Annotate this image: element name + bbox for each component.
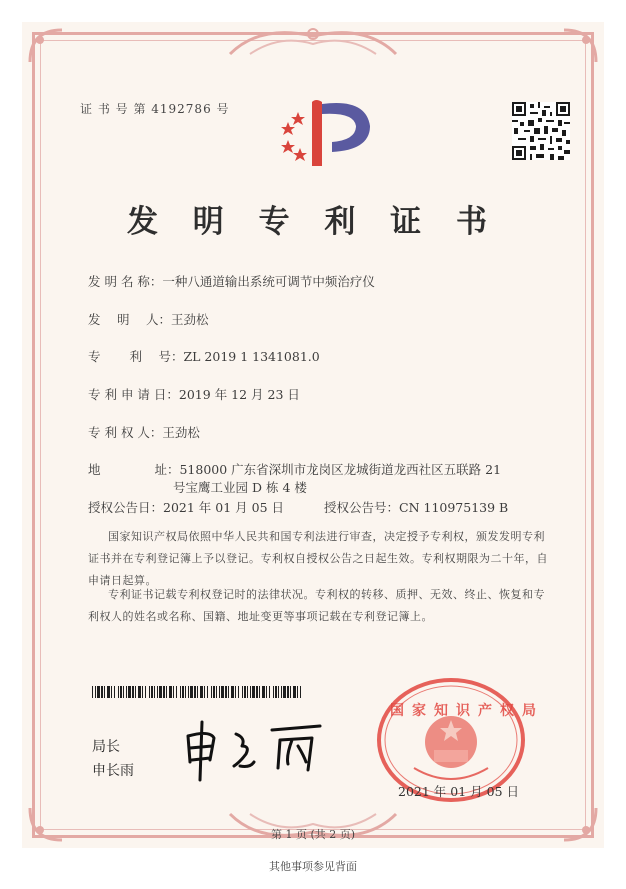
legal-paragraph-2-line-1: 专利证书记载专利权登记时的法律状况。专利权的转移、质押、无效、终止、恢复和专 bbox=[108, 588, 545, 601]
field-label: 发 明 名 称： bbox=[88, 274, 163, 289]
field-grant-date bbox=[88, 498, 284, 516]
seal-text: 国家知识产权局 bbox=[390, 703, 544, 719]
field-value: 518000 广东省深圳市龙岗区龙城街道龙西社区五联路 21 bbox=[179, 462, 502, 477]
field-address-line2: 号宝鹰工业园 D 栋 4 楼 bbox=[173, 480, 307, 495]
field-patent-number bbox=[88, 347, 320, 365]
certificate-number: 证 书 号 第 4192786 号 bbox=[80, 102, 230, 116]
patent-office-logo bbox=[276, 96, 376, 168]
legal-paragraph-1-line-1: 国家知识产权局依照中华人民共和国专利法进行审查，决定授予专利权，颁发发明专利 bbox=[108, 530, 545, 543]
field-label: 授权公告号： bbox=[324, 500, 400, 515]
field-label: 专 利 权 人： bbox=[88, 425, 163, 440]
field-inventor bbox=[88, 310, 208, 328]
legal-paragraph-1-line-3: 申请日起算。 bbox=[88, 574, 157, 587]
field-address bbox=[88, 460, 501, 478]
field-grant-number bbox=[324, 498, 508, 516]
footer-note: 其他事项参见背面 bbox=[269, 860, 357, 873]
handwritten-signature bbox=[180, 716, 330, 782]
top-ornament bbox=[220, 24, 406, 60]
field-value: 王劲松 bbox=[162, 425, 200, 440]
field-patentee bbox=[88, 423, 200, 441]
page-indicator: 第 1 页 (共 2 页) bbox=[270, 828, 356, 841]
qr-code bbox=[512, 102, 570, 160]
field-value: 王劲松 bbox=[170, 312, 209, 327]
field-invention-name bbox=[88, 272, 375, 290]
certificate-title: 发 明 专 利 证 书 bbox=[127, 204, 499, 240]
field-value: 2021 年 01 月 05 日 bbox=[163, 500, 285, 515]
field-value: ZL 2019 1 1341081.0 bbox=[183, 349, 320, 364]
signature-title: 局长 bbox=[92, 739, 120, 755]
field-label: 专 利 申 请 日： bbox=[88, 387, 179, 402]
field-value: CN 110975139 B bbox=[399, 500, 509, 515]
corner-ornament-tl bbox=[26, 26, 66, 66]
field-value: 一种八通道输出系统可调节中频治疗仪 bbox=[162, 274, 375, 289]
legal-paragraph-2-line-2: 利权人的姓名或名称、国籍、地址变更等事项记载在专利登记簿上。 bbox=[88, 610, 433, 623]
field-label: 发 明 人： bbox=[88, 312, 171, 327]
corner-ornament-tr bbox=[560, 26, 600, 66]
legal-paragraph-1-line-2: 证书并在专利登记簿上予以登记。专利权自授权公告之日起生效。专利权期限为二十年，自 bbox=[88, 552, 548, 565]
field-label: 专 利 号： bbox=[88, 349, 184, 364]
seal-date: 2021 年 01 月 05 日 bbox=[398, 784, 519, 799]
field-label: 地 址： bbox=[88, 462, 180, 477]
signature-printed-name: 申长雨 bbox=[92, 763, 134, 779]
barcode bbox=[92, 686, 306, 698]
field-value: 2019 年 12 月 23 日 bbox=[178, 387, 300, 402]
field-application-date bbox=[88, 385, 300, 403]
field-label: 授权公告日： bbox=[88, 500, 164, 515]
